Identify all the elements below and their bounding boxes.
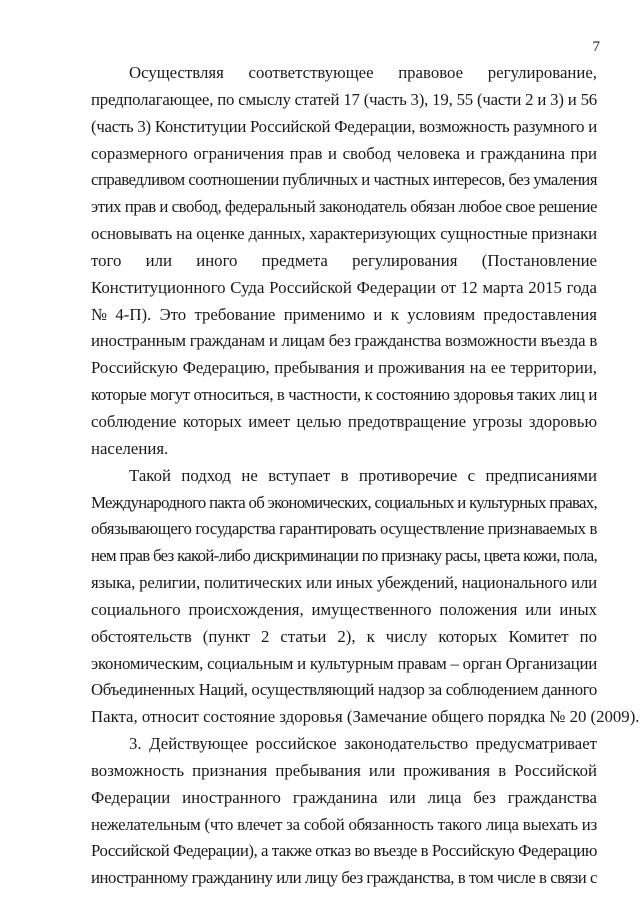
- text-line: соблюдение которых имеет целью предотвращение угрозы здоровью: [91, 411, 597, 431]
- text-line: соразмерного ограничения прав и свобод человека и гражданина при: [91, 143, 597, 163]
- text-line: Объединенных Наций, осуществляющий надзор за соблюдением данного: [91, 680, 597, 700]
- text-line: возможность признания пребывания или проживания в Российской: [91, 760, 597, 780]
- paragraph-2: [91, 463, 640, 731]
- text-line: которые могут относиться, в частности, к состоянию здоровья таких лиц и: [91, 385, 597, 405]
- text-line: Международного пакта об экономических, социальных и культурных правах,: [91, 492, 597, 512]
- text-line: (часть 3) Конституции Российской Федерации, возможность разумного и: [91, 116, 597, 136]
- text-line: справедливом соотношении публичных и частных интересов, без умаления: [91, 170, 597, 190]
- text-line: основывать на оценке данных, характеризующих сущностные признаки: [91, 224, 597, 244]
- text-line: предполагающее, по смыслу статей 17 (часть 3), 19, 55 (части 2 и 3) и 56: [91, 89, 597, 109]
- text-line: Федерации иностранного гражданина или лица без гражданства: [91, 787, 597, 807]
- text-line: № 4-П). Это требование применимо и к условиям предоставления: [91, 304, 597, 324]
- text-line: обязывающего государства гарантировать осуществление признаваемых в: [91, 519, 597, 539]
- text-line: Конституционного Суда Российской Федерации от 12 марта 2015 года: [91, 277, 597, 297]
- text-line: иностранным гражданам и лицам без гражданства возможности въезда в: [91, 331, 597, 351]
- paragraph-1: [91, 60, 597, 463]
- text-line: экономическим, социальным и культурным правам – орган Организации: [91, 653, 597, 673]
- text-line: 3. Действующее российское законодательство предусматривает: [129, 734, 597, 754]
- text-line: обстоятельств (пункт 2 статьи 2), к числу которых Комитет по: [91, 626, 597, 646]
- text-line: нежелательным (что влечет за собой обязанность такого лица выехать из: [91, 814, 597, 834]
- text-line: нем прав без какой-либо дискриминации по признаку расы, цвета кожи, пола,: [91, 546, 597, 566]
- text-line: населения.: [91, 438, 169, 458]
- text-line: Такой подход не вступает в противоречие с предписаниями: [129, 465, 597, 485]
- text-line: Пакта, относит состояние здоровья (Замечание общего порядка № 20 (2009).: [91, 707, 640, 727]
- text-line: Российской Федерации), а также отказ во въезде в Российскую Федерацию: [91, 841, 597, 861]
- text-line: языка, религии, политических или иных убеждений, национального или: [91, 573, 597, 593]
- text-line: Осуществляя соответствующее правовое регулирование,: [129, 63, 597, 82]
- document-body: [91, 60, 640, 892]
- paragraph-3: [91, 731, 597, 892]
- text-line: того или иного предмета регулирования (Постановление: [91, 250, 597, 270]
- text-line: иностранному гражданину или лицу без гражданства, в том числе в связи с: [91, 868, 597, 888]
- text-line: Российскую Федерацию, пребывания и проживания на ее территории,: [91, 358, 597, 378]
- text-line: этих прав и свобод, федеральный законодатель обязан любое свое решение: [91, 197, 597, 217]
- page-number: 7: [592, 39, 600, 55]
- text-line: социального происхождения, имущественного положения или иных: [91, 599, 597, 619]
